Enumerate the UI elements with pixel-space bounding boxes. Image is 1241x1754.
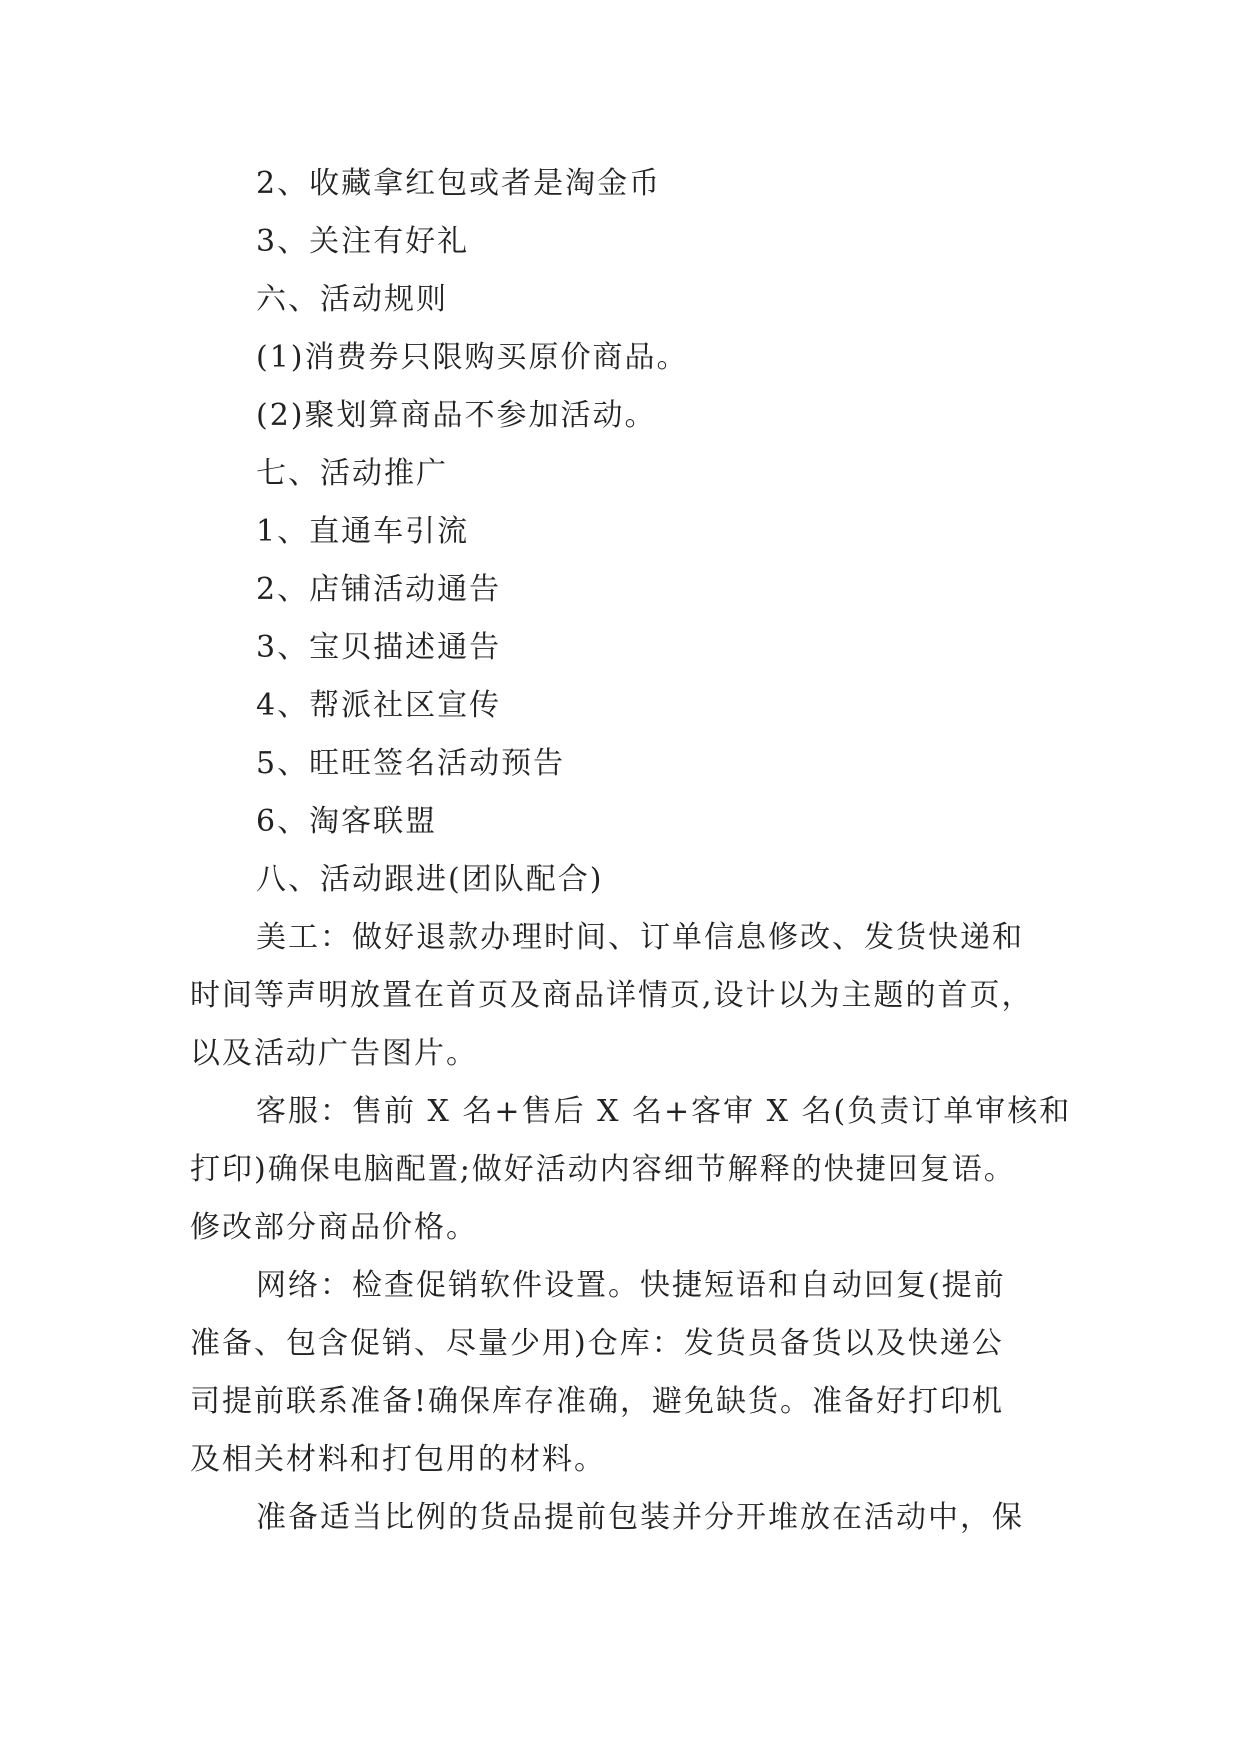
text-line: 4、帮派社区宣传 — [256, 688, 502, 723]
text-line: 2、收藏拿红包或者是淘金币 — [256, 166, 662, 201]
paragraph-line: 准备、包含促销、尽量少用)仓库：发货员备货以及快递公 — [190, 1326, 1004, 1361]
section-heading: 六、活动规则 — [256, 282, 448, 317]
paragraph-line: 及相关材料和打包用的材料。 — [190, 1442, 606, 1477]
paragraph-line: 修改部分商品价格。 — [190, 1210, 478, 1245]
text-line: 2、店铺活动通告 — [256, 572, 502, 607]
text-line: (1)消费券只限购买原价商品。 — [256, 340, 689, 375]
document-body — [190, 155, 1072, 1547]
paragraph-line: 客服：售前 X 名+售后 X 名+客审 X 名(负责订单审核和 — [256, 1094, 1072, 1129]
section-heading: 八、活动跟进(团队配合) — [256, 862, 604, 897]
paragraph-line: 准备适当比例的货品提前包装并分开堆放在活动中，保 — [256, 1500, 1024, 1535]
paragraph-line: 司提前联系准备!确保库存准确，避免缺货。准备好打印机 — [190, 1384, 1005, 1419]
paragraph-line: 以及活动广告图片。 — [190, 1036, 478, 1071]
text-line: 3、宝贝描述通告 — [256, 630, 502, 665]
paragraph-line: 打印)确保电脑配置;做好活动内容细节解释的快捷回复语。 — [190, 1152, 1016, 1187]
paragraph-line: 网络：检查促销软件设置。快捷短语和自动回复(提前 — [256, 1268, 1006, 1303]
section-heading: 七、活动推广 — [256, 456, 448, 491]
paragraph-line: 美工：做好退款办理时间、订单信息修改、发货快递和 — [256, 920, 1024, 955]
text-line: 3、关注有好礼 — [256, 224, 470, 259]
text-line: 1、直通车引流 — [256, 514, 470, 549]
text-line: (2)聚划算商品不参加活动。 — [256, 398, 657, 433]
text-line: 6、淘客联盟 — [256, 804, 438, 839]
text-line: 5、旺旺签名活动预告 — [256, 746, 566, 781]
paragraph-line: 时间等声明放置在首页及商品详情页,设计以为主题的首页， — [190, 978, 1034, 1013]
